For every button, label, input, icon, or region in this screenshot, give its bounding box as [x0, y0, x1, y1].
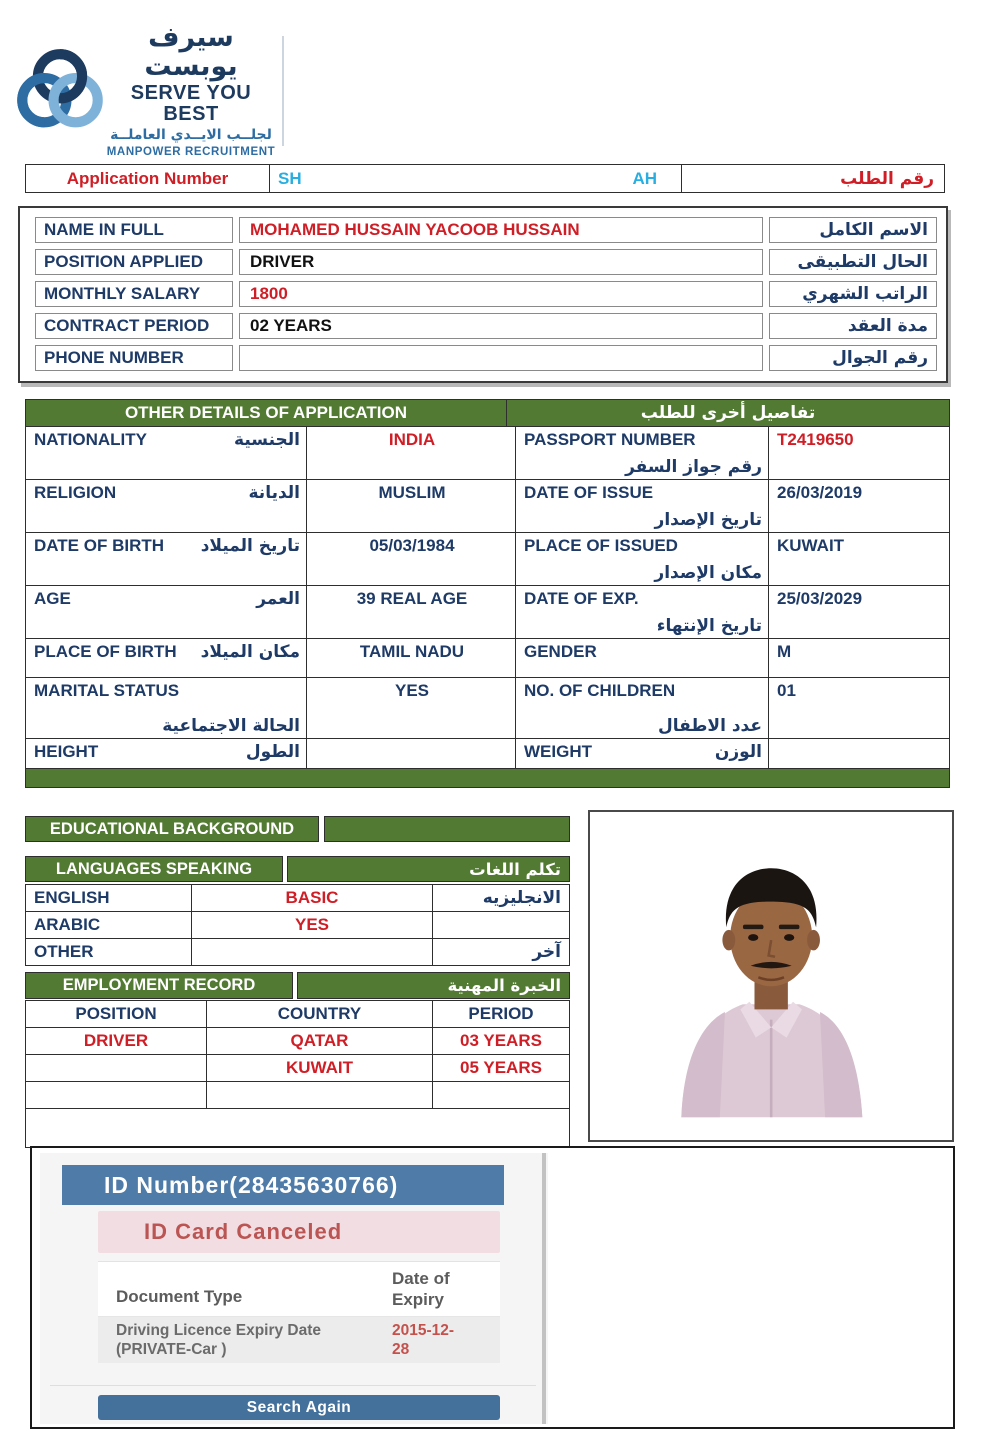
- search-again-button[interactable]: Search Again: [98, 1395, 500, 1420]
- field-label: PHONE NUMBER: [35, 345, 233, 371]
- language-arabic: آخر: [433, 939, 569, 965]
- id-table-header-row: [98, 1262, 500, 1317]
- field-value: 26/03/2019: [769, 480, 949, 532]
- other-details-table: [25, 399, 950, 788]
- language-label: OTHER: [26, 939, 191, 965]
- field-value: T2419650: [769, 427, 949, 479]
- field-label: DATE OF ISSUE تاريخ الإصدار: [516, 480, 768, 532]
- column-header: POSITION: [26, 1001, 206, 1027]
- field-label: NATIONALITY الجنسية: [26, 427, 306, 479]
- language-arabic: [433, 912, 569, 938]
- applicant-photo: [588, 810, 954, 1142]
- field-label-arabic: الحال التطبيقى: [769, 249, 937, 275]
- field-label: PLACE OF BIRTH مكان الميلاد: [26, 639, 306, 677]
- field-label-arabic: مدة العقد: [769, 313, 937, 339]
- field-label-arabic: رقم الجوال: [769, 345, 937, 371]
- language-level: BASIC: [192, 885, 432, 911]
- field-value: KUWAIT: [769, 533, 949, 585]
- field-label: GENDER: [516, 639, 768, 677]
- field-value: [769, 739, 949, 768]
- column-header: COUNTRY: [207, 1001, 432, 1027]
- section-header: EDUCATIONAL BACKGROUND: [25, 816, 319, 842]
- field-label: AGE العمر: [26, 586, 306, 638]
- field-value: YES: [307, 678, 515, 738]
- employment-position: [26, 1055, 206, 1081]
- field-label: WEIGHT الوزن: [516, 739, 768, 768]
- field-label-arabic: الراتب الشهري: [769, 281, 937, 307]
- field-label: MARITAL STATUS الحالة الاجتماعية: [26, 678, 306, 738]
- field-label: DATE OF BIRTH تاريخ الميلاد: [26, 533, 306, 585]
- other-details-header: [25, 399, 950, 427]
- languages-table: [25, 856, 570, 966]
- field-label: RELIGION الديانة: [26, 480, 306, 532]
- field-label: MONTHLY SALARY: [35, 281, 233, 307]
- id-lookup-screenshot: [40, 1153, 548, 1424]
- personal-details-table: [18, 206, 948, 383]
- employment-country: QATAR: [207, 1028, 432, 1054]
- application-number-label-arabic: رقم الطلب: [681, 164, 945, 193]
- application-number-value: [269, 164, 682, 193]
- field-value: 25/03/2029: [769, 586, 949, 638]
- logo-knot-icon: [14, 43, 106, 139]
- row-name-in-full: [35, 217, 937, 243]
- row-position-applied: [35, 249, 937, 275]
- brand-english: SERVE YOU BEST: [130, 81, 252, 125]
- field-value: M: [769, 639, 949, 677]
- field-label: PLACE OF ISSUED مكان الإصدار: [516, 533, 768, 585]
- field-label: HEIGHT الطول: [26, 739, 306, 768]
- application-number-ah: AH: [632, 168, 657, 188]
- section-header: LANGUAGES SPEAKING: [25, 856, 283, 882]
- educational-background-header: [25, 816, 570, 842]
- row-phone-number: [35, 345, 937, 371]
- id-status-banner: ID Card Canceled: [98, 1211, 500, 1253]
- row-contract-period: [35, 313, 937, 339]
- application-number-label: Application Number: [25, 164, 270, 193]
- id-lookup-box: [30, 1146, 955, 1429]
- employment-period: 05 YEARS: [433, 1055, 569, 1081]
- field-label-arabic: الاسم الكامل: [769, 217, 937, 243]
- field-value: MUSLIM: [307, 480, 515, 532]
- field-label: CONTRACT PERIOD: [35, 313, 233, 339]
- field-value: MOHAMED HUSSAIN YACOOB HUSSAIN: [239, 217, 763, 243]
- employment-country: KUWAIT: [207, 1055, 432, 1081]
- column-header: Date of Expiry: [392, 1268, 450, 1309]
- divider: [50, 1385, 536, 1386]
- column-header: PERIOD: [433, 1001, 569, 1027]
- employment-body: [25, 1000, 570, 1109]
- field-value: [307, 739, 515, 768]
- section-header-arabic: الخبرة المهنية: [297, 972, 570, 999]
- employment-position: [26, 1082, 206, 1108]
- green-footer-bar: [25, 769, 950, 788]
- employment-empty-row: [25, 1109, 570, 1148]
- languages-body: [25, 884, 570, 966]
- section-header-arabic: تكلم اللغات: [287, 856, 570, 882]
- field-label: DATE OF EXP. تاريخ الإنتهاء: [516, 586, 768, 638]
- field-value: 39 REAL AGE: [307, 586, 515, 638]
- green-bar-segment: [324, 816, 570, 842]
- field-value: DRIVER: [239, 249, 763, 275]
- field-value: 01: [769, 678, 949, 738]
- date-of-expiry-value: 2015-12-28: [392, 1321, 455, 1358]
- language-label: ARABIC: [26, 912, 191, 938]
- employment-header: [25, 972, 570, 999]
- tagline-english: MANPOWER RECRUITMENT: [106, 145, 276, 158]
- field-value: INDIA: [307, 427, 515, 479]
- row-monthly-salary: [35, 281, 937, 307]
- application-number-sh: SH: [278, 168, 302, 188]
- employment-country: [207, 1082, 432, 1108]
- field-label: POSITION APPLIED: [35, 249, 233, 275]
- employment-record-table: [25, 972, 570, 1148]
- section-header-arabic: تفاصيل أخرى للطلب: [507, 400, 949, 426]
- field-label: PASSPORT NUMBER رقم جواز السفر: [516, 427, 768, 479]
- id-document-table: [98, 1261, 500, 1363]
- id-table-data-row: [98, 1317, 500, 1363]
- languages-header: [25, 856, 570, 882]
- language-level: [192, 939, 432, 965]
- field-value: TAMIL NADU: [307, 639, 515, 677]
- document-type-value: Driving Licence Expiry Date (PRIVATE-Car ): [116, 1321, 322, 1358]
- other-details-body: [25, 427, 950, 769]
- section-header: OTHER DETAILS OF APPLICATION: [26, 400, 506, 426]
- scrollbar[interactable]: [542, 1153, 546, 1424]
- field-label: NAME IN FULL: [35, 217, 233, 243]
- application-number-row: [25, 164, 945, 193]
- column-header: Document Type: [116, 1287, 243, 1306]
- language-arabic: الانجليزيه: [433, 885, 569, 911]
- tagline-arabic: لجلــب الايــدي العاملــة: [110, 126, 272, 143]
- portrait-illustration: [630, 825, 912, 1140]
- field-value: 1800: [239, 281, 763, 307]
- brand-block: [106, 24, 276, 157]
- language-level: YES: [192, 912, 432, 938]
- field-value: 02 YEARS: [239, 313, 763, 339]
- letterhead: [14, 22, 284, 158]
- field-label: NO. OF CHILDREN عدد الاطفال: [516, 678, 768, 738]
- language-label: ENGLISH: [26, 885, 191, 911]
- employment-period: [433, 1082, 569, 1108]
- employment-position: DRIVER: [26, 1028, 206, 1054]
- brand-arabic: سيرف يوبست: [144, 22, 238, 82]
- id-number-header: ID Number(28435630766): [62, 1165, 504, 1205]
- section-header: EMPLOYMENT RECORD: [25, 972, 293, 999]
- field-value: 05/03/1984: [307, 533, 515, 585]
- field-value: [239, 345, 763, 371]
- employment-period: 03 YEARS: [433, 1028, 569, 1054]
